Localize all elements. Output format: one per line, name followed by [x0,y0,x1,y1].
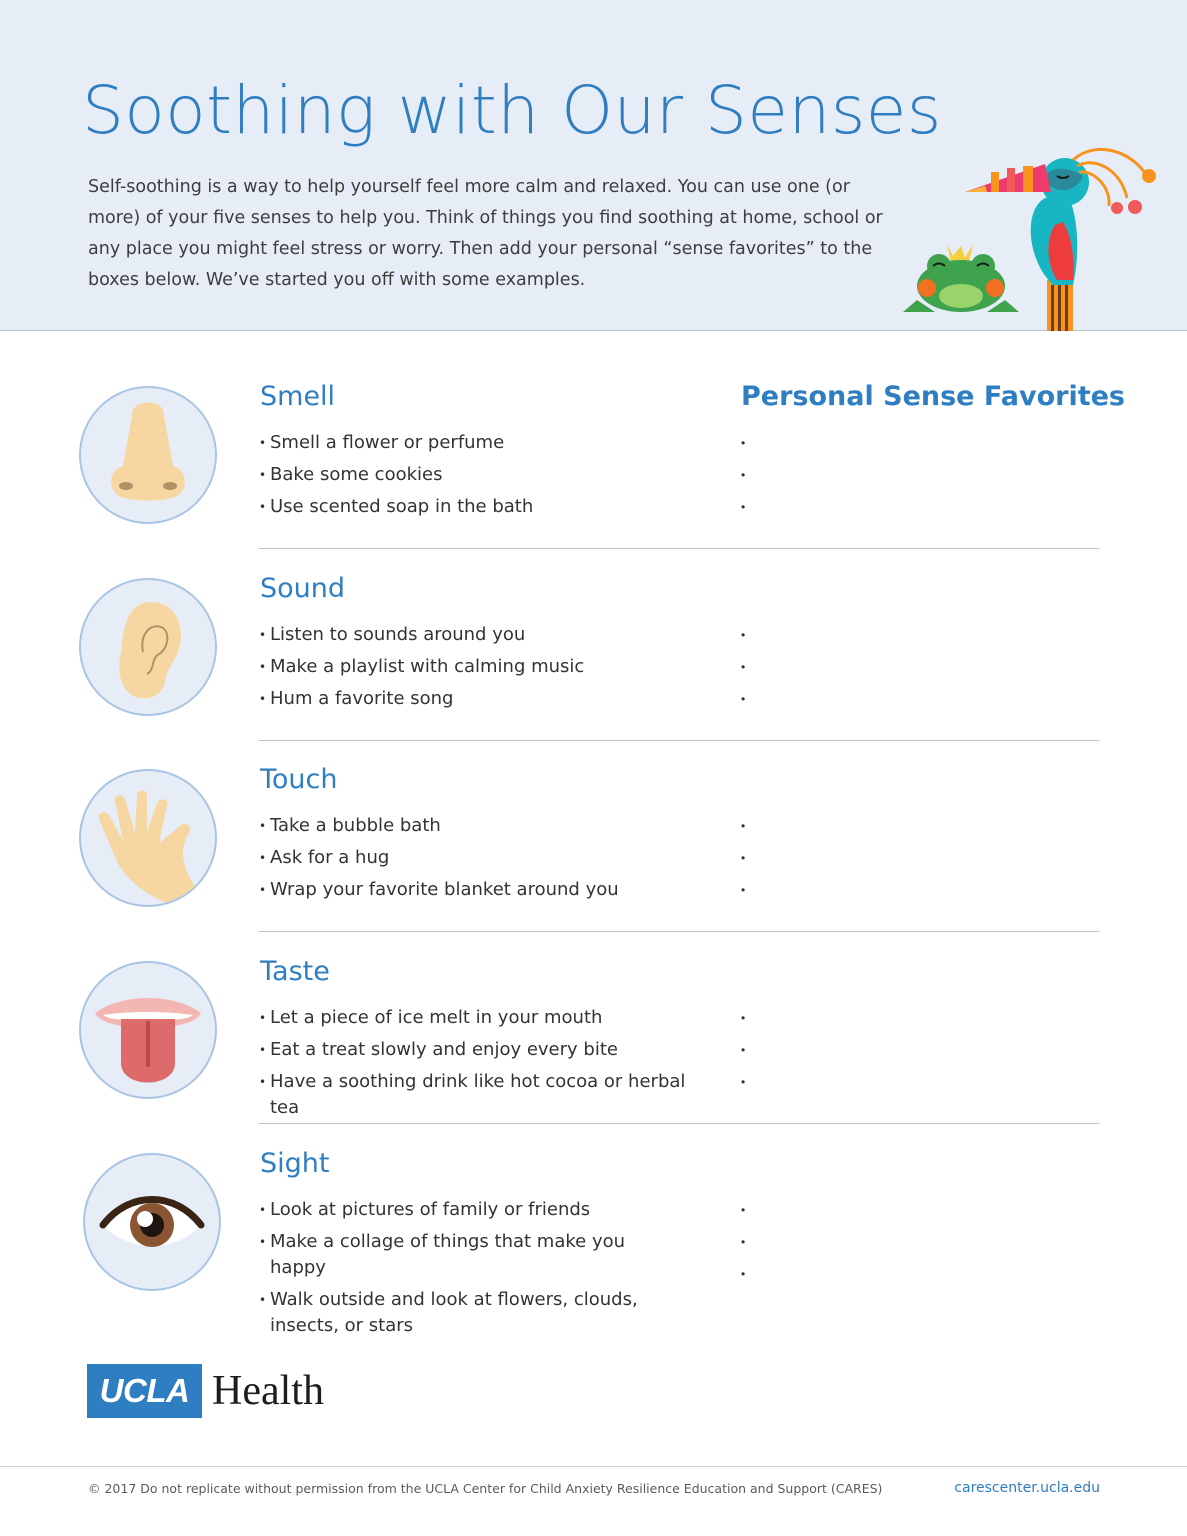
list-item: • Wrap your favorite blanket around you [259,877,699,903]
sense-section-sight [0,1148,1187,1345]
sense-heading: Taste [260,956,330,987]
list-item: • Hum a favorite song [259,686,699,712]
favorites-list [741,1005,1041,1101]
examples-list [259,1197,679,1345]
header-banner [0,0,1187,331]
favorite-entry[interactable] [741,877,1041,903]
list-item: • Smell a flower or perfume [259,430,699,456]
section-divider [259,1123,1100,1124]
sense-circle [79,386,217,524]
favorites-list [741,622,1041,718]
nose-icon [81,388,215,522]
list-item: • Take a bubble bath [259,813,699,839]
toucan-icon [965,149,1156,331]
logo-wordmark: Health [212,1368,324,1414]
list-item: • Listen to sounds around you [259,622,699,648]
examples-list [259,1005,699,1127]
favorite-entry[interactable] [741,1229,1041,1255]
mouth-tongue-icon [81,963,215,1097]
favorite-entry[interactable] [741,1197,1041,1223]
list-item: • Make a playlist with calming music [259,654,699,680]
sense-section-smell [0,381,1187,578]
section-divider [259,548,1100,549]
sense-heading: Sight [260,1148,330,1179]
page-title: Soothing with Our Senses [82,72,942,149]
ucla-health-logo [87,1364,324,1418]
sense-circle [83,1153,221,1291]
favorites-list [741,1197,1041,1293]
ear-icon [81,580,215,714]
sense-heading: Touch [260,764,338,795]
sense-section-taste [0,956,1187,1153]
section-divider [259,740,1100,741]
section-divider [259,931,1100,932]
favorite-entry[interactable] [741,1037,1041,1063]
favorite-entry[interactable] [741,462,1041,488]
website-link[interactable]: carescenter.ucla.edu [954,1480,1100,1496]
sense-section-sound [0,573,1187,770]
list-item: • Ask for a hug [259,845,699,871]
favorites-list [741,813,1041,909]
list-item: • Look at pictures of family or friends [259,1197,679,1223]
logo-mark: UCLA [87,1364,202,1418]
frog-icon [903,244,1019,312]
favorite-entry[interactable] [741,813,1041,839]
footer-divider [0,1466,1187,1467]
favorite-entry[interactable] [741,686,1041,712]
list-item: • Bake some cookies [259,462,699,488]
sense-heading: Smell [260,381,336,412]
favorite-entry[interactable] [741,430,1041,456]
sense-circle [79,769,217,907]
favorite-entry[interactable] [741,654,1041,680]
favorite-entry[interactable] [741,1005,1041,1031]
favorite-entry[interactable] [741,494,1041,520]
examples-list [259,622,699,718]
list-item: • Walk outside and look at flowers, clouds, insects, or stars [259,1287,639,1339]
examples-list [259,430,699,526]
sense-heading: Sound [260,573,346,604]
list-item: • Make a collage of things that make you happy [259,1229,679,1281]
list-item: • Have a soothing drink like hot cocoa or herbal tea [259,1069,699,1121]
sense-circle [79,578,217,716]
sense-circle [79,961,217,1099]
sense-section-touch [0,764,1187,961]
favorite-entry[interactable] [741,1069,1041,1095]
favorites-list [741,430,1041,526]
favorite-entry[interactable] [741,1261,1041,1287]
eye-icon [85,1155,219,1289]
favorites-heading: Personal Sense Favorites [741,381,1125,412]
favorite-entry[interactable] [741,622,1041,648]
toucan-and-frog-illustration [895,140,1175,331]
list-item: • Let a piece of ice melt in your mouth [259,1005,699,1031]
copyright-notice: © 2017 Do not replicate without permission from the UCLA Center for Child Anxiety Resilience Education and Support (CARES) [88,1481,883,1496]
intro-paragraph: Self-soothing is a way to help yourself feel more calm and relaxed. You can use one (or more) of your five senses to help you. Think of things you find soothing at home, school or any place you might feel stress or worry. Then add your personal “sense favorites” to the boxes below. We’ve started you off with some examples. [88,177,883,290]
favorite-entry[interactable] [741,845,1041,871]
list-item: • Use scented soap in the bath [259,494,699,520]
examples-list [259,813,699,909]
hand-icon [81,771,215,905]
list-item: • Eat a treat slowly and enjoy every bite [259,1037,699,1063]
